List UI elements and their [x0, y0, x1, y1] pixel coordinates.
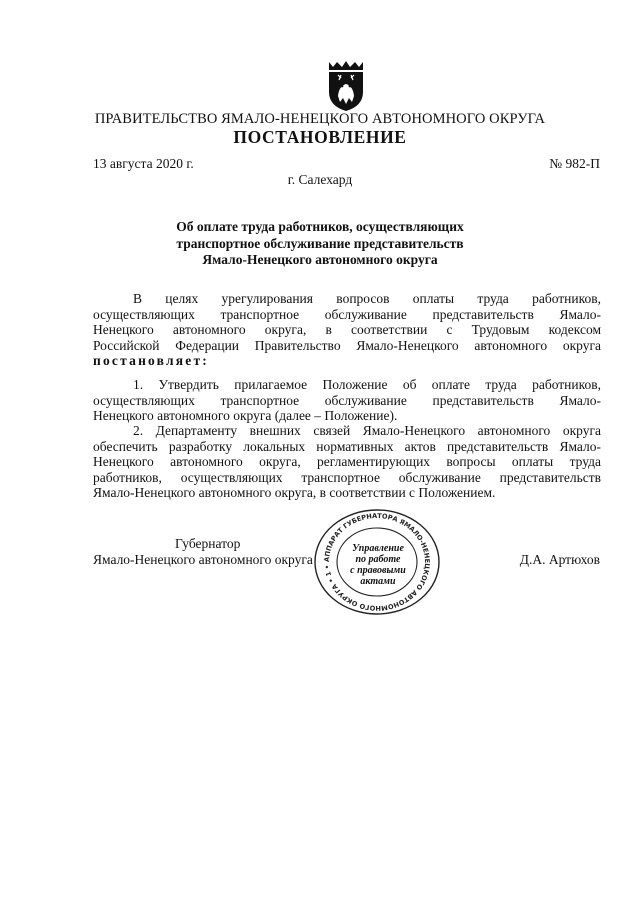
text-line: обеспечить разработку локальных нормативных актов представительств Ямало-: [93, 438, 601, 454]
document-number: № 982-П: [549, 156, 600, 171]
preamble-paragraph: [93, 291, 601, 369]
text-line: Ненецкого автономного округа, в соответствии с Трудовым кодексом: [93, 322, 601, 338]
text-line: Ненецкого автономного округа, регламентирующих вопросы оплаты труда: [93, 454, 601, 470]
text-line: Ямало-Ненецкого автономного округа, в соответствии с Положением.: [93, 485, 496, 501]
text-line: осуществляющих транспортное обслуживание представительств Ямало-: [93, 392, 601, 408]
text-line: работников, осуществляющих транспортное обслуживание представительств: [93, 469, 601, 485]
decree-word: постановляет:: [93, 353, 209, 369]
text-line: 1. Утвердить прилагаемое Положение об оплате труда работников,: [133, 377, 601, 392]
document-date: 13 августа 2020 г.: [93, 156, 194, 171]
signatory-name: Д.А. Артюхов: [519, 552, 600, 567]
stamp-ring-text: АППАРАТ ГУБЕРНАТОРА ЯМАЛО-НЕНЕЦКОГО АВТОНОМНОГО ОКРУГА • 1 •: [322, 511, 432, 613]
stamp-line: по работе: [355, 554, 401, 565]
stamp-line: с правовыми: [350, 565, 406, 576]
document-title: [0, 219, 640, 269]
stamp-line: Управление: [352, 543, 404, 554]
text-line: осуществляющих транспортное обслуживание представительств Ямало-: [93, 306, 601, 322]
document-type: ПОСТАНОВЛЕНИЕ: [233, 127, 407, 147]
title-line: Об оплате труда работников, осуществляющих: [176, 219, 464, 234]
title-line: Ямало-Ненецкого автономного округа: [202, 252, 438, 267]
title-line: транспортное обслуживание представительств: [176, 235, 464, 251]
coat-of-arms-icon: [325, 60, 367, 112]
government-name: ПРАВИТЕЛЬСТВО ЯМАЛО-НЕНЕЦКОГО АВТОНОМНОГО ОКРУГА: [94, 111, 546, 127]
clause-2: [93, 423, 601, 501]
signatory-org: Ямало-Ненецкого автономного округа: [93, 552, 313, 567]
stamp-center-text: [343, 543, 413, 587]
text-line: Ненецкого автономного округа (далее – Положение).: [93, 408, 398, 424]
text-line: В целях урегулирования вопросов оплаты труда работников,: [133, 291, 601, 306]
stamp-line: актами: [360, 576, 396, 587]
document-city: г. Салехард: [287, 172, 353, 187]
signatory-title: Губернатор: [175, 536, 241, 551]
text-line: Российской Федерации Правительство Ямало-Ненецкого автономного округа: [93, 337, 601, 353]
clause-1: [93, 377, 601, 424]
text-line: 2. Департаменту внешних связей Ямало-Ненецкого автономного округа: [133, 423, 601, 438]
